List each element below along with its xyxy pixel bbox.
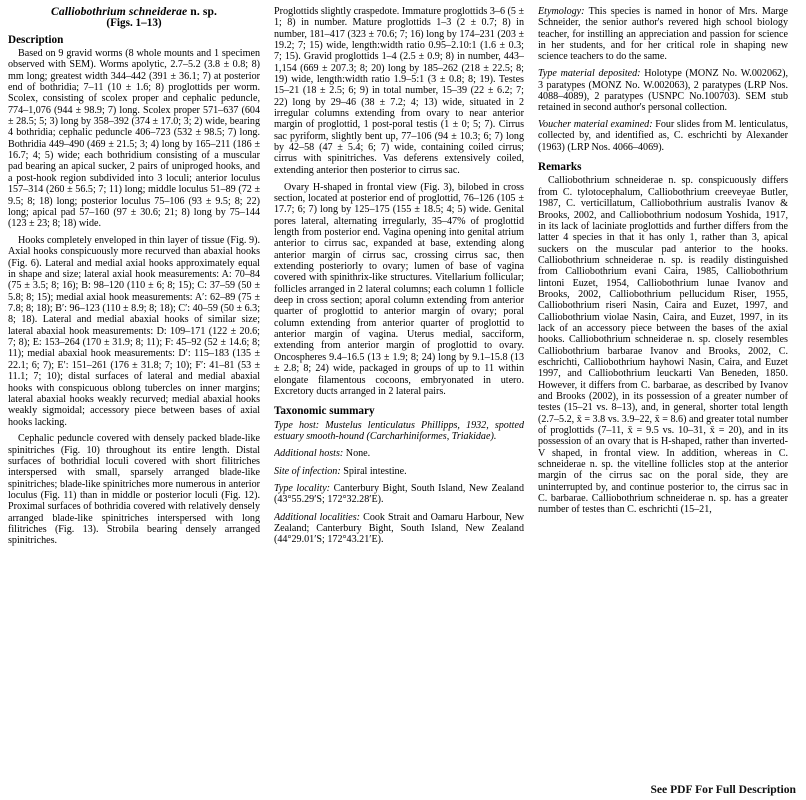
taxonomic-entry-site-of-infection: [274, 466, 524, 477]
see-pdf-notice: See PDF For Full Description: [650, 783, 796, 796]
type-material-paragraph: [538, 68, 788, 113]
taxonomic-entry-additional-hosts: [274, 448, 524, 459]
etymology-text: This species is named in honor of Mrs. Marge Schneider, the senior author's revered high school biology teacher, for instilling an appreciation and passion for science in her students, and for her critical role in shaping new science teachers to do the same.: [538, 6, 788, 63]
description-paragraph-2: Hooks completely enveloped in thin layer of tissue (Fig. 9). Axial hooks conspicuously more recurved than abaxial hooks (Fig. 6). Lateral and medial axial hooks approximately equal in shape and size; lateral axial hook measurements: A: 70–84 (75 ± 3.5; 8; 16); B: 98–120 (110 ± 6; 8; 15); C: 37–59 (50 ± 5.8; 8; 15); medial axial hook measurements: A′: 62–89 (75 ± 7.8; 8; 18); B′: 96–123 (110 ± 8.9; 8; 18); C′: 40–59 (50 ± 6.3; 8; 18). Lateral and medial abaxial hooks of similar size; lateral abaxial hook measurements: D: 109–171 (122 ± 20.6; 7; 8); E: 153–264 (170 ± 31.9; 8; 11); F: 45–92 (52 ± 14.6; 8; 11); medial abaxial hook measurements: D′: 115–183 (135 ± 22.1; 6; 7); E′: 151–261 (176 ± 31.8; 7; 10); F′: 41–81 (53 ± 11.1; 7; 10); distal surfaces of lateral and medial abaxial hooks with conspicuous oblong tubercles on inner margins; lateral abaxial hooks weakly recurved; medial abaxial hooks weakly sigmoidal; accessory piece between bases of axial hooks lacking.: [8, 235, 260, 428]
type-host-label: Type host:: [274, 419, 320, 431]
description-paragraph-1: Based on 9 gravid worms (8 whole mounts and 1 specimen observed with SEM). Worms apolytic, 2.7–5.2 (3.8 ± 0.8; 8) mm long; greatest width 344–442 (391 ± 36.1; 7) at posterior end of bothridia; 7–11 (10 ± 1.6; 8) proglottids per worm. Scolex, consisting of scolex proper and cephalic peduncle, 774–1,076 (944 ± 98.9; 7) long. Scolex proper 571–637 (604 ± 28.5; 5; 3) long by 358–392 (374 ± 17.0; 3; 2) wide, bearing 4 bothridia; cephalic peduncle 406–723 (532 ± 98.5; 7) long. Bothridia 449–490 (469 ± 21.5; 3; 4) long by 165–211 (186 ± 16.7; 4; 5) wide; each bothridium consisting of a muscular pad bearing an apical sucker, 2 pairs of uniproged hooks, and a post-hook region subdivided into 3 loculi; anterior loculus 157–314 (260 ± 56.5; 7; 11) long; middle loculus 51–89 (72 ± 9.5; 8; 18) long; posterior loculus 75–106 (93 ± 9.5; 8; 22) long; apical pad 57–160 (97 ± 30.6; 21; 8) long by 75–144 (123 ± 23; 8; 18) wide.: [8, 48, 260, 230]
taxonomic-entry-additional-localities: [274, 512, 524, 546]
site-of-infection-label: Site of infection:: [274, 465, 341, 477]
type-host-value: Mustelus lenticulatus Phillipps, 1932, spotted estuary smooth-hound (Carcharhiniformes, Triakidae).: [274, 419, 524, 442]
additional-localities-value: Cook Strait and Oamaru Harbour, New Zealand; Canterbury Bight, South Island, New Zealand (44°29.01′S; 172°43.21′E).: [274, 511, 524, 546]
taxonomic-entry-type-locality: [274, 483, 524, 506]
column-one: [8, 6, 260, 776]
description-heading: Description: [8, 33, 64, 46]
remarks-heading: Remarks: [538, 161, 582, 174]
voucher-text: Four slides from M. lenticulatus, collected by, and identified as, C. eschrichti by Alexander (1963) (LRP Nos. 4066–4069).: [538, 119, 788, 153]
figure-reference: (Figs. 1–13): [106, 17, 162, 30]
species-name: [8, 6, 260, 17]
additional-localities-label: Additional localities:: [274, 511, 361, 523]
etymology-label: Etymology:: [538, 6, 585, 17]
species-name-suffix: n. sp.: [190, 6, 217, 18]
ovary-paragraph: Ovary H-shaped in frontal view (Fig. 3), bilobed in cross section, located at posterior end of proglottid, 76–126 (105 ± 17.7; 6; 7) long by 125–175 (155 ± 18.5; 4; 5) wide. Genital pores lateral, alternating irregularly, 35–47% of proglottid length from posterior end. Vagina opening into genital atrium anterior to cirrus sac, expanded at base, extending along anterior margin of cirrus sac, crossing cirrus sac, then extending posteriorly to ovary; lumen of base of vagina covered with spinithrix-like structures. Vitellarium follicular; follicles arranged in 2 lateral columns; each column 1 follicle deep in cross section; aporal column extending from anterior quarter of proglottid to anterior margin of ovary; poral column extending from anterior quarter of proglottid to anterior margin of vagina. Uterus medial, sacciform, extending from anterior margin of proglottid to ovary. Oncospheres 9.4–16.5 (13 ± 1.9; 8; 24) long by 9.1–15.8 (13 ± 2.8; 8; 24) wide, packaged in groups of up to 11 within elongate filamentous cocoons, embryonated in utero. Excretory ducts arranged in 2 lateral pairs.: [274, 181, 524, 397]
taxonomic-summary-heading: Taxonomic summary: [274, 405, 375, 418]
remarks-paragraph: Calliobothrium schneiderae n. sp. conspicuously differs from C. tylotocephalum, Calliobothrium creeveyae Butler, 1987, C. verticillatum, Calliobothrium australis Ivanov & Brooks, 2002, and Calliobothrium nodosum Yoshida, 1917, in its lack of laciniate proglottids and further differs from the latter 4 species in that it has only 1, rather than 3, apical suckers on the muscular pad anterior to the hooks. Calliobothrium schneiderae n. sp. is readily distinguished from Calliobothrium evani Caira, 1985, Calliobothrium lintoni Euzet, 1954, Calliobothrium lunae Ivanov and Brooks, 2002, Calliobothrium pellucidum Riser, 1955, Calliobothrium riseri Nasin, Caira and Euzet, 1997, and Calliobothrium violae Nasin, Caira, and Euzet, 1997, in its lack of an accessory piece between the bases of the axial hooks. Calliobothrium schneiderae n. sp. closely resembles Calliobothrium barbarae Ivanov and Brooks, 2002, C. eschrichti, Calliobothrium hayhowi Nasin, Caira, and Euzet 1997, and Calliobothrium leuckarti Van Beneden, 1850. However, it differs from C. barbarae, as described by Ivanov and Brooks (2002), in its possession of a greater number of testes (15–21 vs. 8–13), and, in general, shorter total length (2.7–5.2, x̄ = 3.8 vs. 3.9–22, x̄ = 8.6) and greater total number of proglottids (7–11, x̄ = 9.5 vs. 10–31, x̄ = 20), and in its possession of an ovary that is H-shaped, rather than inverted-V shaped, in frontal view. In addition, whereas in C. schneiderae n. sp. the vitelline follicles stop at the anterior margin of the cirrus sac on the poral side, they are uninterrupted by, and continue posterior to, the cirrus sac in C. barbarae. Calliobothrium schneiderae n. sp. has a greater number of testes than C. eschrichti (15–21,: [538, 175, 788, 516]
type-material-label: Type material deposited:: [538, 68, 641, 80]
column-three: [538, 6, 788, 776]
three-column-layout: [8, 6, 798, 776]
species-title-block: [8, 6, 260, 30]
voucher-paragraph: [538, 119, 788, 153]
column-two: [274, 6, 524, 776]
type-locality-value: Canterbury Bight, South Island, New Zealand (43°55.29′S; 172°32.28′E).: [274, 482, 524, 506]
additional-hosts-value: None.: [343, 448, 371, 460]
additional-hosts-label: Additional hosts:: [274, 448, 344, 460]
site-of-infection-value: Spiral intestine.: [340, 465, 407, 477]
voucher-label: Voucher material examined:: [538, 119, 653, 131]
taxonomic-entry-type-host: [274, 420, 524, 443]
species-name-italic: Calliobothrium schneiderae: [51, 6, 188, 18]
proglottids-paragraph: Proglottids slightly craspedote. Immature proglottids 3–6 (5 ± 1; 8) in number. Mature proglottids 1–3 (2 ± 0.7; 8) in number, 181–417 (323 ± 70.6; 7; 16) long by 174–231 (203 ± 19.2; 7; 15) wide, length:width ratio 0.95–2.10:1 (1.6 ± 0.3; 7; 15). Gravid proglottids 1–4 (2.5 ± 0.9; 8) in number, 443–1,154 (669 ± 207.3; 8; 20) long by 185–262 (218 ± 22.5; 8; 19) wide, length:width ratio 1.9–5:1 (3 ± 0.8; 8; 19). Testes 15–21 (18 ± 2.5; 6; 9) in total number, 15–39 (22 ± 6.2; 7; 22) long by 29–46 (38 ± 7.2; 4; 13) wide, situated in 2 irregular columns extending from ovary to near anterior margin of proglottid, 1 post-poral testis (1 ± 0; 5; 7). Cirrus sac pyriform, slightly bent up, 77–106 (94 ± 10.3; 6; 7) long by 42–58 (47 ± 5.4; 6; 7) wide, containing coiled cirrus; cirrus with spinitriches. Vas deferens extensively coiled, extending anterior then posterior to cirrus sac.: [274, 6, 524, 176]
type-locality-label: Type locality:: [274, 482, 331, 494]
description-paragraph-3: Cephalic peduncle covered with densely packed blade-like spinitriches (Fig. 10) throughout its entire length. Distal surfaces of bothridial loculi covered with short filitriches interspersed with small, sparsely arranged blade-like spinitriches; blade-like spinitriches more numerous in anterior loculus (Fig. 11) than in middle or posterior loculi (Fig. 12). Proximal surfaces of bothridia covered with relatively densely arranged blade-like spinitriches interspersed with long filitriches (Fig. 13). Strobila bearing densely arranged spinitriches.: [8, 433, 260, 547]
etymology-paragraph: [538, 6, 788, 63]
type-material-text: Holotype (MONZ No. W.002062), 3 paratypes (MONZ No. W.002063), 2 paratypes (LRP Nos. 4088–4089), 2 paratypes (USNPC No.100703). SEM stub retained in second author's personal collection.: [538, 68, 788, 114]
